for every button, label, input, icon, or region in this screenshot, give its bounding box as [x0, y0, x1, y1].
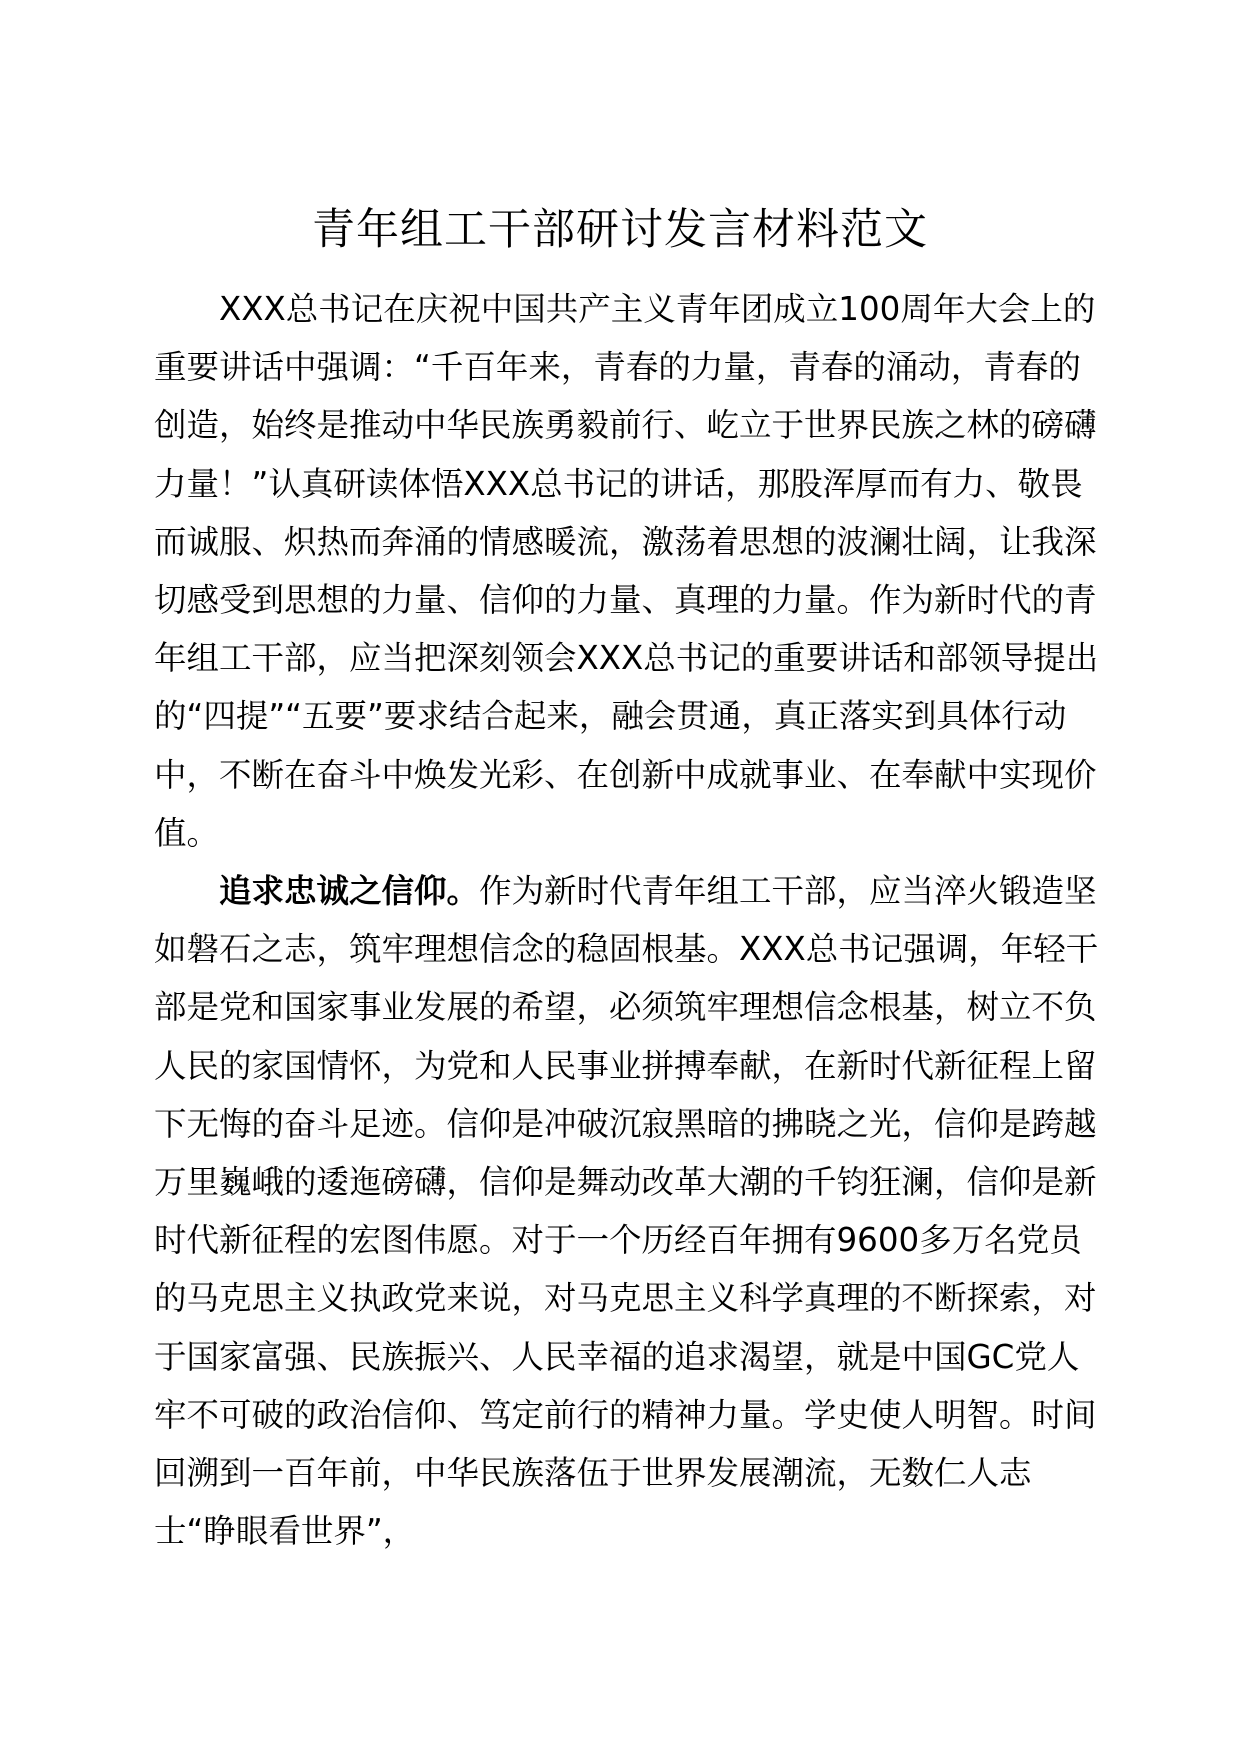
paragraph-intro	[154, 280, 1099, 862]
document-body	[154, 280, 1099, 1560]
paragraph-lead: 追求忠诚之信仰。	[219, 872, 480, 911]
document-title: 青年组工干部研讨发言材料范文	[312, 205, 928, 255]
paragraph-text: 作为新时代青年组工干部，应当淬火锻造坚如磐石之志，筑牢理想信念的稳固根基。XXX总书记强调，年轻干部是党和国家事业发展的希望，必须筑牢理想信念根基，树立不负人民的家国情怀，为党和人民事业拼搏奉献，在新时代新征程上留下无悔的奋斗足迹。信仰是冲破沉寂黑暗的拂晓之光，信仰是跨越万里巍峨的逶迤磅礴，信仰是舞动改革大潮的千钧狂澜，信仰是新时代新征程的宏图伟愿。对于一个历经百年拥有9600多万名党员的马克思主义执政党来说，对马克思主义科学真理的不断探索，对于国家富强、民族振兴、人民幸福的追求渴望，就是中国GC党人牢不可破的政治信仰、笃定前行的精神力量。学史使人明智。时间回溯到一百年前，中华民族落伍于世界发展潮流，无数仁人志士“睁眼看世界”，	[154, 872, 1099, 1551]
paragraph-text: XXX总书记在庆祝中国共产主义青年团成立100周年大会上的重要讲话中强调：“千百年来，青春的力量，青春的涌动，青春的创造，始终是推动中华民族勇毅前行、屹立于世界民族之林的磅礴力量！”认真研读体悟XXX总书记的讲话，那股浑厚而有力、敬畏而诚服、炽热而奔涌的情感暖流，激荡着思想的波澜壮阔，让我深切感受到思想的力量、信仰的力量、真理的力量。作为新时代的青年组工干部，应当把深刻领会XXX总书记的重要讲话和部领导提出的“四提”“五要”要求结合起来，融会贯通，真正落实到具体行动中，不断在奋斗中焕发光彩、在创新中成就事业、在奉献中实现价值。	[154, 290, 1099, 852]
paragraph-faith	[154, 862, 1099, 1560]
